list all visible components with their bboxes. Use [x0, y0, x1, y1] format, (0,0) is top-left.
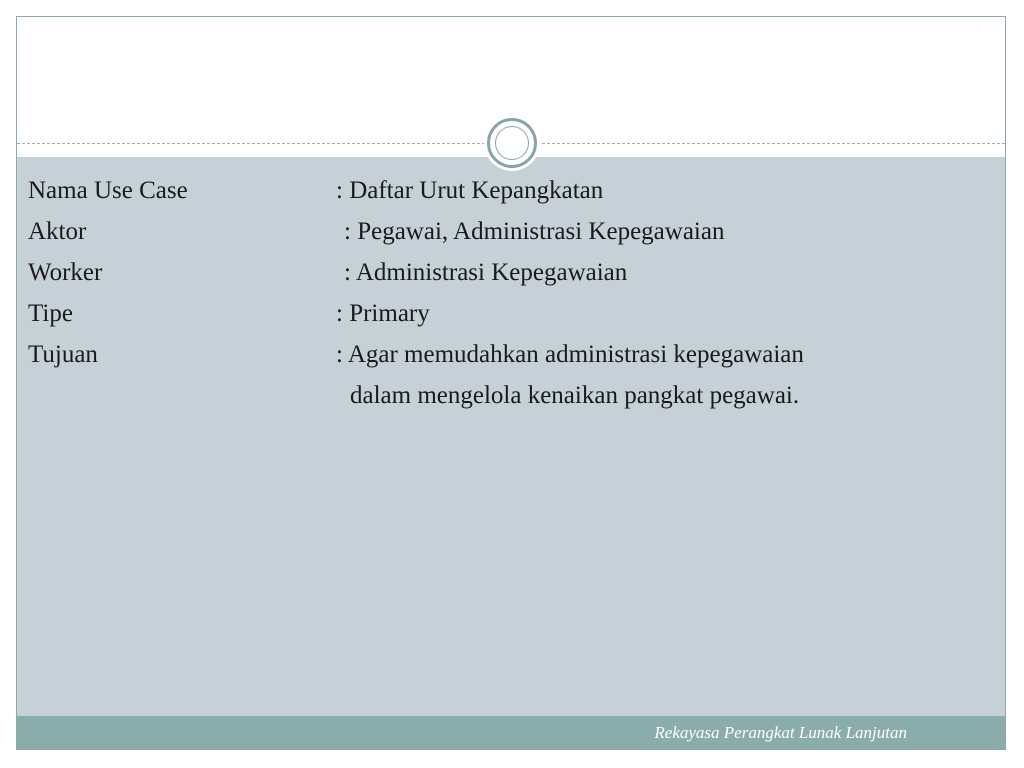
- circle-ornament-icon: [484, 115, 540, 171]
- field-value: : Administrasi Kepegawaian: [344, 259, 628, 286]
- field-label: Tipe: [28, 300, 73, 327]
- field-label: Tujuan: [28, 341, 98, 368]
- field-value: : Pegawai, Administrasi Kepegawaian: [344, 218, 725, 245]
- field-label: Worker: [28, 259, 103, 286]
- ornament-inner-ring: [495, 126, 529, 160]
- field-value: : Primary: [336, 300, 430, 327]
- field-value: : Agar memudahkan administrasi kepegawaian: [336, 341, 804, 368]
- field-label: Aktor: [28, 218, 87, 245]
- footer-caption: Rekayasa Perangkat Lunak Lanjutan: [654, 723, 907, 742]
- field-label: Nama Use Case: [28, 177, 188, 204]
- field-value: : Daftar Urut Kepangkatan: [336, 177, 604, 204]
- ornament-outer-ring: [487, 118, 537, 168]
- field-value-continuation: dalam mengelola kenaikan pangkat pegawai.: [350, 382, 800, 409]
